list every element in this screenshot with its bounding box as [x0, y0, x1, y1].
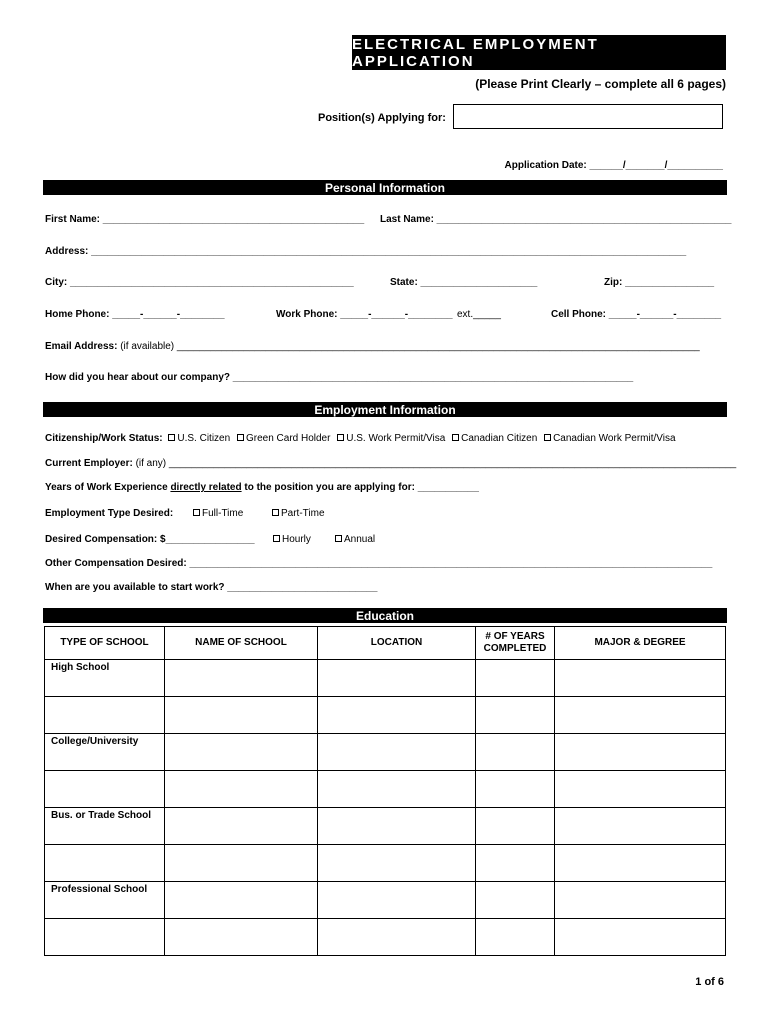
citizenship-row: [45, 433, 676, 444]
employment-info-heading: Employment Information: [43, 402, 727, 417]
application-date-field[interactable]: Application Date: ______/_______/__________: [504, 160, 723, 171]
current-employer-label: Current Employer:: [45, 458, 133, 469]
citizenship-option-us-permit[interactable]: U.S. Work Permit/Visa: [337, 433, 445, 444]
table-row: [45, 919, 726, 956]
citizenship-label: Citizenship/Work Status:: [45, 433, 163, 444]
personal-info-heading: Personal Information: [43, 180, 727, 195]
table-cell[interactable]: [476, 734, 555, 771]
table-cell[interactable]: [555, 734, 726, 771]
column-header: TYPE OF SCHOOL: [45, 627, 165, 660]
citizenship-option-canadian-citizen[interactable]: Canadian Citizen: [452, 433, 537, 444]
table-cell[interactable]: [555, 919, 726, 956]
state-field[interactable]: State: _____________________: [390, 277, 538, 288]
work-phone-field[interactable]: Work Phone: _____-______-________: [276, 309, 453, 320]
table-cell[interactable]: [165, 882, 318, 919]
other-compensation-field[interactable]: Other Compensation Desired: ______________________________________________________________________________________________: [45, 558, 713, 569]
table-cell[interactable]: [555, 697, 726, 734]
table-row: [45, 808, 726, 845]
table-cell[interactable]: [165, 660, 318, 697]
table-row: [45, 882, 726, 919]
years-prefix: Years of Work Experience: [45, 482, 168, 493]
table-cell[interactable]: [476, 808, 555, 845]
checkbox-icon: [272, 509, 279, 516]
table-cell[interactable]: [318, 882, 476, 919]
column-header: # OF YEARS COMPLETED: [476, 627, 555, 660]
checkbox-icon: [193, 509, 200, 516]
school-type-cell: College/University: [45, 734, 165, 771]
table-cell[interactable]: [165, 697, 318, 734]
table-row: [45, 845, 726, 882]
years-experience-field[interactable]: [45, 482, 479, 493]
current-employer-note: (if any) ______________________________________________________________________________________________________: [135, 458, 737, 469]
citizenship-option-us-citizen[interactable]: U.S. Citizen: [168, 433, 230, 444]
cell-phone-field[interactable]: Cell Phone: _____-______-________: [551, 309, 722, 320]
work-phone-ext[interactable]: ext._____: [457, 309, 501, 320]
table-header-row: [45, 627, 726, 660]
table-cell[interactable]: [318, 660, 476, 697]
checkbox-icon: [335, 535, 342, 542]
email-field[interactable]: [45, 341, 700, 352]
table-cell[interactable]: [555, 660, 726, 697]
table-cell[interactable]: [165, 845, 318, 882]
checkbox-icon: [544, 434, 551, 441]
table-cell[interactable]: [476, 882, 555, 919]
column-header: NAME OF SCHOOL: [165, 627, 318, 660]
table-cell[interactable]: [555, 882, 726, 919]
checkbox-icon: [237, 434, 244, 441]
checkbox-icon: [168, 434, 175, 441]
school-type-cell: [45, 845, 165, 882]
table-cell[interactable]: [476, 660, 555, 697]
table-cell[interactable]: [476, 919, 555, 956]
comp-option-hourly[interactable]: Hourly: [273, 534, 311, 545]
table-cell[interactable]: [318, 697, 476, 734]
table-cell[interactable]: [318, 734, 476, 771]
position-input[interactable]: [453, 104, 723, 129]
email-note: (if available) ______________________________________________________________________________________________: [120, 341, 700, 352]
table-row: [45, 734, 726, 771]
address-field[interactable]: Address: ___________________________________________________________________________________________________________: [45, 246, 687, 257]
table-cell[interactable]: [318, 808, 476, 845]
position-label: Position(s) Applying for:: [318, 112, 446, 124]
start-work-field[interactable]: When are you available to start work? ___________________________: [45, 582, 378, 593]
checkbox-icon: [337, 434, 344, 441]
employment-type-label: Employment Type Desired:: [45, 508, 174, 519]
table-cell[interactable]: [318, 771, 476, 808]
hear-about-field[interactable]: How did you hear about our company? ________________________________________________________________________: [45, 372, 634, 383]
table-row: [45, 697, 726, 734]
school-type-cell: [45, 919, 165, 956]
last-name-field[interactable]: Last Name: _____________________________________________________: [380, 214, 732, 225]
type-option-full-time[interactable]: Full-Time: [193, 508, 243, 519]
checkbox-icon: [273, 535, 280, 542]
page-number: 1 of 6: [695, 976, 724, 988]
table-cell[interactable]: [165, 771, 318, 808]
table-cell[interactable]: [318, 919, 476, 956]
column-header: MAJOR & DEGREE: [555, 627, 726, 660]
email-label: Email Address:: [45, 341, 118, 352]
form-title: ELECTRICAL EMPLOYMENT APPLICATION: [352, 35, 726, 70]
home-phone-field[interactable]: Home Phone: _____-______-________: [45, 309, 225, 320]
table-cell[interactable]: [318, 845, 476, 882]
years-emphasis: directly related: [170, 482, 242, 493]
column-header: LOCATION: [318, 627, 476, 660]
checkbox-icon: [452, 434, 459, 441]
table-cell[interactable]: [165, 808, 318, 845]
table-row: [45, 771, 726, 808]
table-cell[interactable]: [165, 919, 318, 956]
comp-option-annual[interactable]: Annual: [335, 534, 375, 545]
table-cell[interactable]: [476, 771, 555, 808]
first-name-field[interactable]: First Name: _______________________________________________: [45, 214, 365, 225]
education-table: [44, 626, 726, 956]
education-heading: Education: [43, 608, 727, 623]
desired-compensation-field[interactable]: Desired Compensation: $________________: [45, 534, 255, 545]
table-cell[interactable]: [555, 845, 726, 882]
table-row: [45, 660, 726, 697]
current-employer-field[interactable]: [45, 458, 736, 469]
table-cell[interactable]: [476, 845, 555, 882]
school-type-cell: High School: [45, 660, 165, 697]
years-suffix: to the position you are applying for: ___________: [244, 482, 479, 493]
school-type-cell: [45, 771, 165, 808]
zip-field[interactable]: Zip: ________________: [604, 277, 715, 288]
table-cell[interactable]: [555, 808, 726, 845]
school-type-cell: Professional School: [45, 882, 165, 919]
school-type-cell: Bus. or Trade School: [45, 808, 165, 845]
type-option-part-time[interactable]: Part-Time: [272, 508, 325, 519]
citizenship-option-canadian-permit[interactable]: Canadian Work Permit/Visa: [544, 433, 675, 444]
table-cell[interactable]: [476, 697, 555, 734]
city-field[interactable]: City: ___________________________________________________: [45, 277, 354, 288]
table-cell[interactable]: [165, 734, 318, 771]
citizenship-option-green-card[interactable]: Green Card Holder: [237, 433, 330, 444]
school-type-cell: [45, 697, 165, 734]
form-subtitle: (Please Print Clearly – complete all 6 pages): [475, 77, 726, 91]
table-cell[interactable]: [555, 771, 726, 808]
